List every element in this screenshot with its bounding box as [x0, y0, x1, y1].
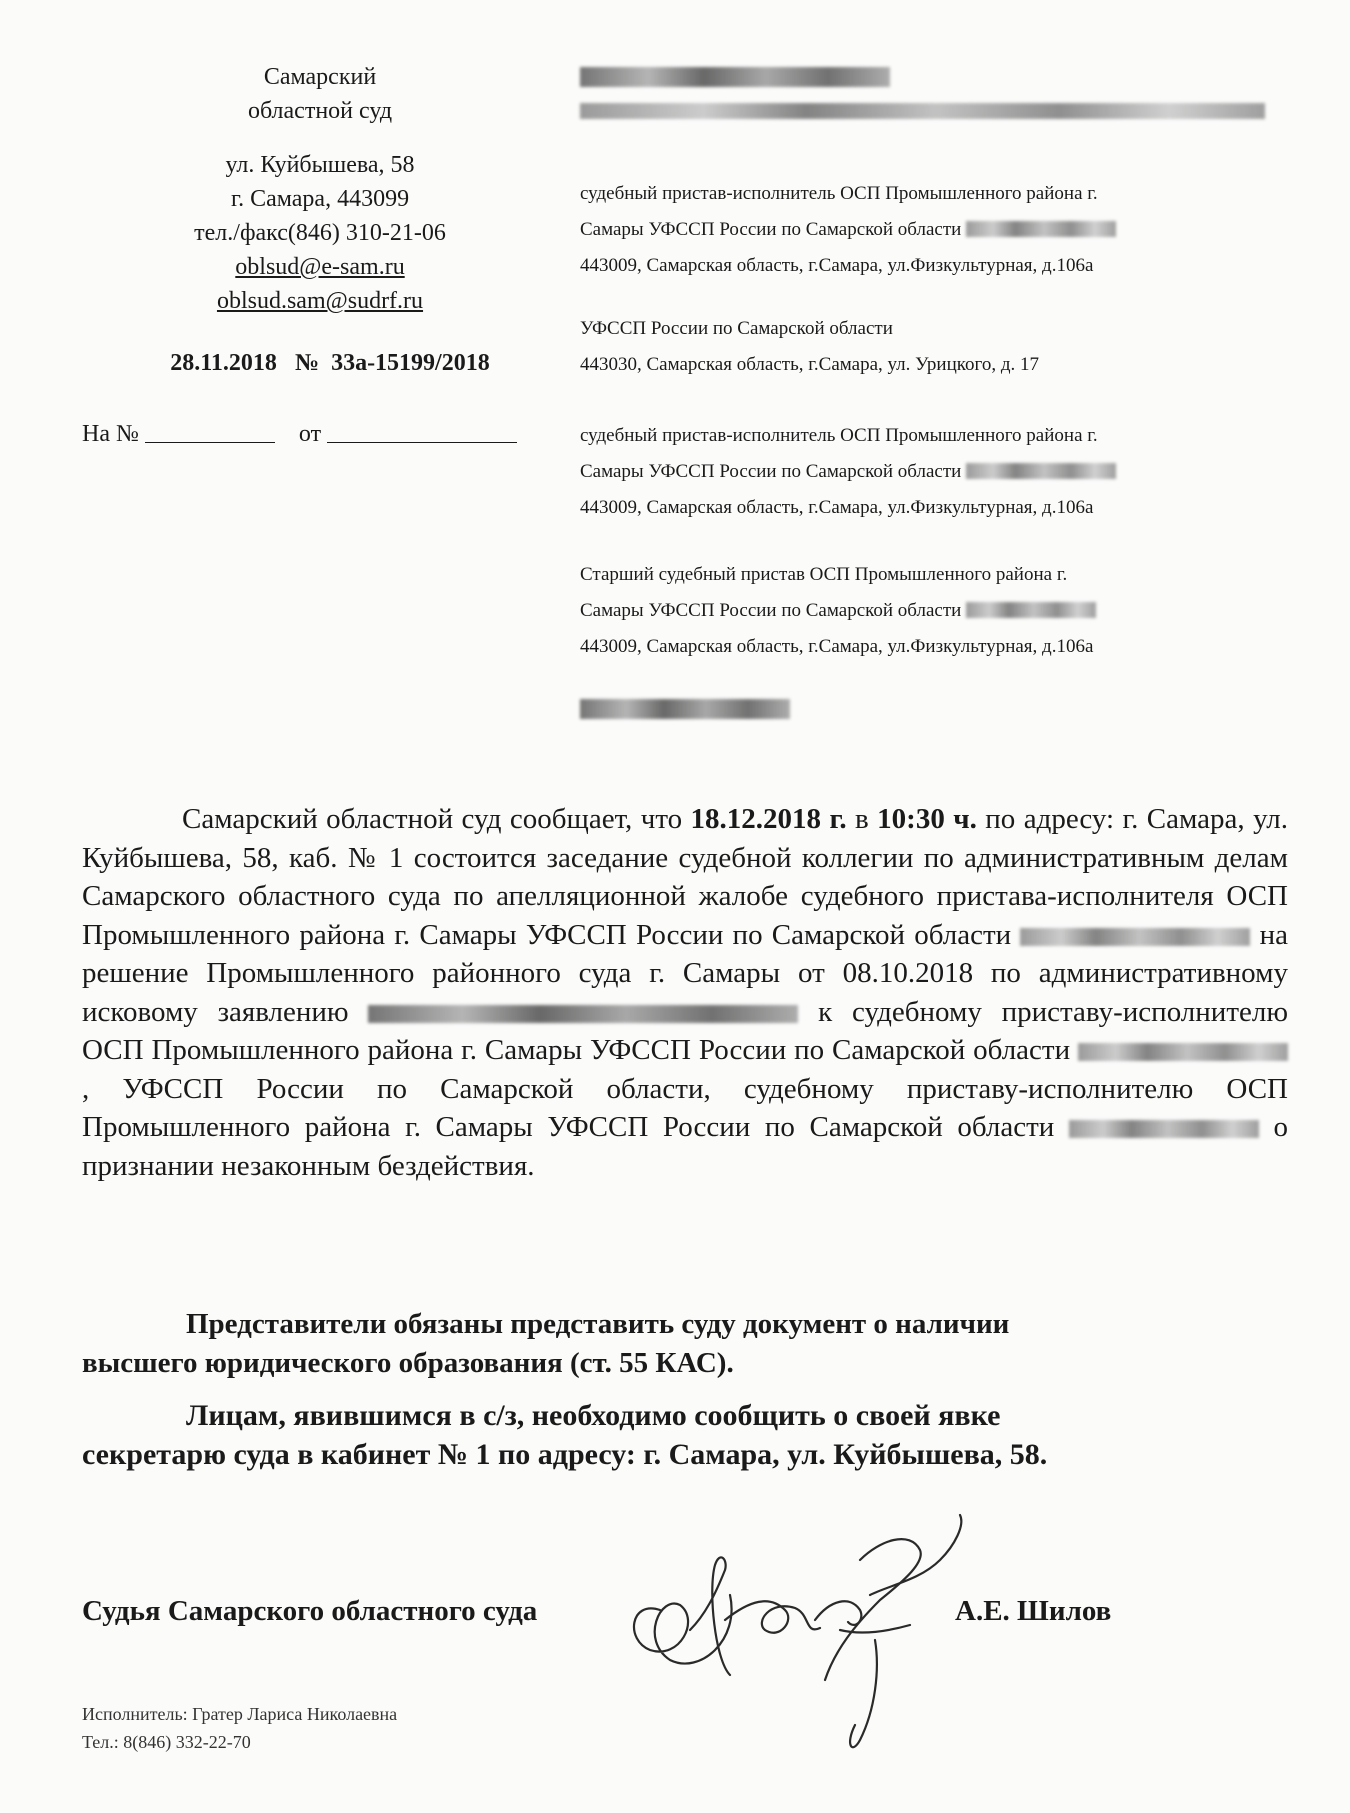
reference-number: 33а-15199/2018 [331, 350, 490, 376]
judge-title: Судья Самарского областного суда [82, 1595, 538, 1627]
response-from-label: от [298, 421, 322, 447]
redacted-recipient [580, 699, 790, 719]
addressee-2-line1: УФССП России по Самарской области [580, 318, 893, 339]
addressee-2 [580, 311, 1300, 383]
attendees-line2: секретарю суда в кабинет № 1 по адресу: г. Самара, ул. Куйбышева, 58. [82, 1437, 1048, 1471]
court-name-line1: Самарский [263, 64, 377, 90]
court-address-city: г. Самара, 443099 [230, 186, 410, 212]
addressee-3-line1: судебный пристав-исполнитель ОСП Промышленного района г. [580, 425, 1098, 446]
court-name-line2: областной суд [247, 98, 393, 124]
court-address-street: ул. Куйбышева, 58 [225, 152, 415, 178]
addressee-4 [580, 557, 1300, 665]
body-part2: в [855, 803, 878, 835]
addressee-1-line3: 443009, Самарская область, г.Самара, ул.Физкультурная, д.106а [580, 255, 1094, 276]
addressee-1-line2: Самары УФССП России по Самарской области [580, 219, 962, 240]
executor-name: Исполнитель: Гратер Лариса Николаевна [82, 1704, 398, 1724]
body-part5: к судебному приставу-исполнителю ОСП Промышленного района г. Самары УФССП России по Самарской области [82, 995, 1288, 1066]
body-part7: о признании незаконным бездействия. [82, 1111, 1289, 1182]
addressee-3 [580, 418, 1300, 526]
hearing-date: 18.12.2018 г. [690, 803, 847, 835]
executor-block [82, 1700, 397, 1756]
court-email-link-1[interactable]: oblsud@e-sam.ru [235, 254, 405, 280]
addressee-redacted-footer [580, 694, 1300, 730]
response-date-blank [327, 420, 517, 443]
representatives-line2: высшего юридического образования (ст. 55 КАС). [82, 1346, 734, 1379]
addressee-4-line2: Самары УФССП России по Самарской области [580, 600, 962, 621]
hearing-time: 10:30 ч. [877, 803, 977, 835]
reference-date: 28.11.2018 [170, 350, 277, 376]
addressee-4-line1: Старший судебный пристав ОСП Промышленного района г. [580, 564, 1068, 585]
addressee-1-line1: судебный пристав-исполнитель ОСП Промышленного района г. [580, 183, 1098, 204]
addressee-3-line2: Самары УФССП России по Самарской области [580, 461, 962, 482]
response-number-blank [145, 420, 275, 443]
addressee-2-line2: 443030, Самарская область, г.Самара, ул. Урицкого, д. 17 [580, 354, 1040, 375]
court-email-link-2[interactable]: oblsud.sam@sudrf.ru [216, 288, 424, 314]
attendees-notice [82, 1397, 1302, 1474]
response-to-line [82, 420, 552, 448]
handwritten-signature [620, 1500, 980, 1760]
attendees-line1: Лицам, явившимся в с/з, необходимо сообщить о своей явке [186, 1399, 1001, 1432]
response-on-label: На № [82, 421, 139, 447]
judge-name: А.Е. Шилов [955, 1595, 1112, 1627]
main-body [82, 800, 1288, 1185]
redacted-name [966, 221, 1116, 237]
redacted-recipient-address [580, 103, 1265, 119]
redacted-plaintiff-name [368, 1005, 798, 1023]
outgoing-reference [120, 350, 540, 377]
representatives-line1: Представители обязаны представить суду документ о наличии [186, 1308, 1010, 1340]
redacted-bailiff-name [1069, 1120, 1259, 1138]
addressee-4-line3: 443009, Самарская область, г.Самара, ул.Физкультурная, д.106а [580, 636, 1094, 657]
body-part1: Самарский областной суд сообщает, что [182, 803, 691, 835]
addressee-3-line3: 443009, Самарская область, г.Самара, ул.Физкультурная, д.106а [580, 497, 1094, 518]
reference-number-sign: № [294, 350, 320, 376]
addressee-1 [580, 176, 1300, 284]
redacted-bailiff-name [1020, 928, 1250, 946]
addressee-redacted-header [580, 62, 1300, 130]
body-part6: , УФССП России по Самарской области, судебному приставу-исполнителю ОСП Промышленного района г. Самары УФССП России по Самарской области [82, 1072, 1288, 1143]
executor-phone: Тел.: 8(846) 332-22-70 [82, 1732, 251, 1752]
redacted-name [966, 463, 1116, 479]
body-part3: по адресу: г. Самара, ул. Куйбышева, 58, каб. № 1 состоится заседание судебной коллегии по административным делам Самарского областного суда по апелляционной жалобе судебного пристава-исполнителя ОСП Промышленного района г. Самары УФССП России по Самарской области [82, 803, 1289, 951]
sender-block [120, 60, 520, 318]
court-phone: тел./факс(846) 310-21-06 [194, 220, 446, 246]
redacted-recipient-name [580, 67, 890, 87]
redacted-name [966, 602, 1096, 618]
representatives-notice [82, 1305, 1302, 1382]
body-part4: на решение Промышленного районного суда г. Самары от 08.10.2018 по административному исковому заявлению [82, 918, 1289, 1028]
redacted-bailiff-name [1078, 1043, 1288, 1061]
